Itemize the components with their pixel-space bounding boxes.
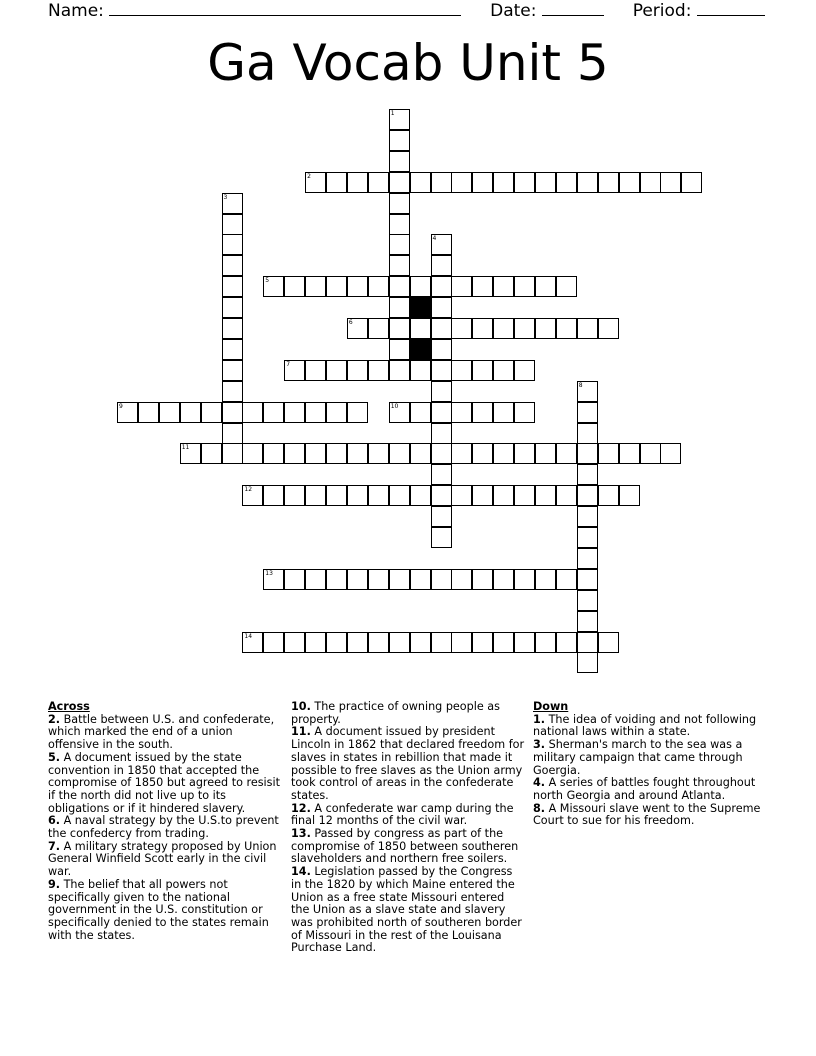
crossword-cell[interactable] (263, 632, 284, 653)
crossword-cell[interactable] (263, 443, 284, 464)
crossword-cell[interactable] (556, 172, 577, 193)
crossword-cell[interactable] (577, 402, 598, 423)
crossword-cell[interactable] (577, 569, 598, 590)
crossword-cell[interactable] (640, 443, 661, 464)
down-clue (533, 714, 767, 739)
crossword-cell[interactable] (556, 318, 577, 339)
crossword-cell[interactable] (640, 172, 661, 193)
clue-number: 2. (48, 712, 61, 726)
crossword-cell[interactable] (222, 255, 243, 276)
crossword-cell[interactable] (556, 443, 577, 464)
crossword-cell[interactable] (493, 632, 514, 653)
crossword-cell[interactable] (222, 339, 243, 360)
clue-text: Battle between U.S. and confederate, which marked the end of a union offensive in the south. (48, 712, 275, 752)
clue-number: 13. (291, 827, 311, 841)
crossword-cell[interactable] (284, 443, 305, 464)
clues-column-1 (48, 701, 282, 942)
clue-number-label: 12 (244, 486, 253, 494)
crossword-cell[interactable] (514, 569, 535, 590)
crossword-cell[interactable] (222, 276, 243, 297)
crossword-cell[interactable] (305, 276, 326, 297)
crossword-cell[interactable] (535, 485, 556, 506)
crossword-cell[interactable] (493, 360, 514, 381)
clue-number-label: 14 (244, 632, 253, 640)
crossword-cell[interactable] (389, 172, 410, 193)
crossword-cell[interactable] (222, 402, 243, 423)
crossword-cell[interactable] (431, 360, 452, 381)
crossword-cell[interactable] (660, 443, 681, 464)
clue-text: Sherman's march to the sea was a military campaign that came through Goergia. (533, 738, 743, 777)
crossword-cell[interactable] (222, 360, 243, 381)
name-blank-field[interactable] (109, 0, 461, 16)
crossword-cell[interactable] (368, 485, 389, 506)
crossword-cell[interactable] (535, 632, 556, 653)
crossword-cell[interactable] (577, 443, 598, 464)
crossword-cell[interactable] (431, 172, 452, 193)
across-clue (291, 701, 525, 726)
crossword-cell[interactable] (431, 402, 452, 423)
crossword-cell[interactable] (472, 632, 493, 653)
crossword-cell[interactable] (410, 443, 431, 464)
crossword-cell[interactable] (389, 360, 410, 381)
clue-number: 3. (533, 738, 546, 752)
clue-number: 6. (48, 814, 61, 828)
page-title: Ga Vocab Unit 5 (207, 34, 609, 92)
crossword-cell[interactable] (389, 109, 410, 130)
clue-number: 9. (48, 877, 61, 891)
crossword-cell[interactable] (222, 318, 243, 339)
crossword-cell[interactable] (431, 569, 452, 590)
clue-number-label: 10 (390, 402, 399, 410)
crossword-cell[interactable] (535, 318, 556, 339)
crossword-cell[interactable] (222, 193, 243, 214)
crossword-cell[interactable] (242, 632, 263, 653)
crossword-cell[interactable] (577, 464, 598, 485)
crossword-cell[interactable] (284, 569, 305, 590)
crossword-cell[interactable] (222, 297, 243, 318)
crossword-cell[interactable] (472, 443, 493, 464)
clue-text: Legislation passed by the Congress in the 1820 by which Maine entered the Union as a free state Missouri entered the Union as a slave state and slavery was prohibited north of southeren border of Missouri in the rest of the Louisana Purchase Land. (291, 865, 522, 955)
crossword-cell[interactable] (431, 234, 452, 255)
crossword-cell[interactable] (410, 402, 431, 423)
down-clue (533, 803, 767, 828)
across-clue (291, 866, 525, 955)
crossword-cell[interactable] (284, 485, 305, 506)
crossword-cell[interactable] (431, 527, 452, 548)
crossword-cell[interactable] (389, 632, 410, 653)
clue-text: The idea of voiding and not following national laws within a state. (533, 712, 757, 739)
crossword-cell[interactable] (451, 402, 472, 423)
period-blank-field[interactable] (697, 0, 765, 16)
crossword-cell[interactable] (410, 172, 431, 193)
clue-text: A military strategy proposed by Union General Winfield Scott early in the civil war. (48, 839, 277, 879)
across-clue (48, 815, 282, 840)
crossword-cell[interactable] (326, 485, 347, 506)
crossword-cell[interactable] (431, 297, 452, 318)
crossword-cell[interactable] (493, 485, 514, 506)
clue-number: 14. (291, 865, 311, 879)
clue-text: Passed by congress as part of the compromise of 1850 between southeren slaveholders and northern free soilers. (291, 827, 519, 866)
crossword-cell[interactable] (284, 632, 305, 653)
clue-text: A confederate war camp during the final 12 months of the civil war. (291, 801, 514, 828)
clue-number: 4. (533, 776, 546, 790)
crossword-cell[interactable] (577, 506, 598, 527)
crossword-cell[interactable] (326, 360, 347, 381)
crossword-cell[interactable] (577, 632, 598, 653)
crossword-cell[interactable] (263, 276, 284, 297)
crossword-cell[interactable] (514, 318, 535, 339)
crossword-cell[interactable] (598, 632, 619, 653)
crossword-cell[interactable] (493, 276, 514, 297)
crossword-cell[interactable] (222, 234, 243, 255)
crossword-cell[interactable] (514, 276, 535, 297)
across-clue (48, 714, 282, 752)
crossword-cell[interactable] (305, 632, 326, 653)
crossword-cell[interactable] (326, 276, 347, 297)
crossword-cell[interactable] (472, 360, 493, 381)
crossword-cell[interactable] (389, 485, 410, 506)
crossword-cell[interactable] (389, 318, 410, 339)
crossword-cell[interactable] (389, 234, 410, 255)
crossword-cell[interactable] (451, 318, 472, 339)
crossword-cell[interactable] (431, 423, 452, 444)
crossword-cell[interactable] (577, 548, 598, 569)
crossword-cell[interactable] (222, 443, 243, 464)
crossword-cell[interactable] (660, 172, 681, 193)
crossword-cell[interactable] (368, 632, 389, 653)
crossword-cell[interactable] (180, 402, 201, 423)
across-heading: Across (48, 700, 90, 713)
crossword-cell[interactable] (535, 276, 556, 297)
crossword-cell[interactable] (305, 402, 326, 423)
clue-number: 11. (291, 725, 311, 739)
across-clue (291, 803, 525, 828)
name-label: Name: (48, 1, 104, 21)
crossword-cell[interactable] (431, 381, 452, 402)
crossword-cell[interactable] (556, 569, 577, 590)
crossword-cell[interactable] (514, 485, 535, 506)
crossword-cell[interactable] (242, 443, 263, 464)
crossword-cell[interactable] (368, 172, 389, 193)
crossword-cell[interactable] (535, 569, 556, 590)
crossword-cell[interactable] (389, 151, 410, 172)
crossword-cell[interactable] (222, 214, 243, 235)
down-clue (533, 739, 767, 777)
crossword-cell[interactable] (117, 402, 138, 423)
crossword-cell[interactable] (347, 632, 368, 653)
crossword-cell[interactable] (472, 172, 493, 193)
down-heading: Down (533, 700, 569, 713)
clue-text: The practice of owning people as property. (291, 700, 500, 726)
crossword-cell[interactable] (347, 318, 368, 339)
crossword-cell[interactable] (493, 172, 514, 193)
crossword-cell[interactable] (180, 443, 201, 464)
crossword-cell[interactable] (389, 255, 410, 276)
crossword-cell[interactable] (368, 443, 389, 464)
clue-number: 1. (533, 712, 546, 726)
clue-number-label: 9 (119, 402, 123, 410)
crossword-cell[interactable] (577, 485, 598, 506)
crossword-cell[interactable] (577, 172, 598, 193)
crossword-cell[interactable] (368, 318, 389, 339)
crossword-cell[interactable] (493, 443, 514, 464)
crossword-cell[interactable] (222, 381, 243, 402)
crossword-cell[interactable] (284, 276, 305, 297)
clue-number-label: 6 (348, 319, 353, 326)
clue-number: 5. (48, 750, 61, 764)
crossword-cell[interactable] (451, 276, 472, 297)
clue-number-label: 2 (307, 172, 311, 180)
down-clue (533, 777, 767, 802)
black-cell (410, 297, 431, 318)
crossword-cell[interactable] (556, 276, 577, 297)
crossword-cell[interactable] (431, 443, 452, 464)
crossword-cell[interactable] (242, 485, 263, 506)
crossword-cell[interactable] (431, 276, 452, 297)
clue-number-label: 7 (286, 360, 291, 368)
crossword-cell[interactable] (451, 172, 472, 193)
crossword-cell[interactable] (368, 360, 389, 381)
crossword-cell[interactable] (389, 569, 410, 590)
crossword-cell[interactable] (222, 423, 243, 444)
across-clue (48, 879, 282, 943)
clue-number-label: 5 (265, 277, 270, 285)
clue-text: A series of battles fought throughout north Georgia and around Atlanta. (533, 776, 756, 802)
clue-number: 8. (533, 801, 546, 815)
crossword-cell[interactable] (577, 527, 598, 548)
crossword-cell[interactable] (619, 172, 640, 193)
crossword-cell[interactable] (305, 569, 326, 590)
crossword-cell[interactable] (619, 443, 640, 464)
clue-text: A Missouri slave went to the Supreme Court to sue for his freedom. (533, 801, 761, 828)
crossword-cell[interactable] (577, 611, 598, 632)
crossword-cell[interactable] (472, 569, 493, 590)
crossword-cell[interactable] (347, 485, 368, 506)
clue-text: The belief that all powers not specifically given to the national government in the U.S. constitution or specifically denied to the states remain with the states. (48, 877, 269, 942)
crossword-cell[interactable] (472, 318, 493, 339)
crossword-cell[interactable] (389, 339, 410, 360)
crossword-cell[interactable] (326, 402, 347, 423)
crossword-cell[interactable] (263, 569, 284, 590)
crossword-cell[interactable] (493, 402, 514, 423)
crossword-cell[interactable] (242, 402, 263, 423)
crossword-cell[interactable] (472, 485, 493, 506)
clue-text: A document issued by president Lincoln in 1862 that declared freedom for slaves in states in rebillion that made it possible to free slaves as the Union army took control of areas in the confederate states. (291, 725, 525, 802)
clue-number-label: 8 (578, 381, 583, 389)
crossword-cell[interactable] (410, 569, 431, 590)
crossword-cell[interactable] (451, 360, 472, 381)
crossword-cell[interactable] (514, 443, 535, 464)
crossword-cell[interactable] (263, 402, 284, 423)
clue-number-label: 3 (223, 193, 228, 201)
crossword-cell[interactable] (389, 193, 410, 214)
crossword-cell[interactable] (577, 590, 598, 611)
crossword-cell[interactable] (326, 569, 347, 590)
crossword-cell[interactable] (347, 276, 368, 297)
crossword-cell[interactable] (326, 443, 347, 464)
crossword-cell[interactable] (201, 443, 222, 464)
clue-text: A document issued by the state convention in 1850 that accepted the compromise of 1850 but agreed to resisit if the north did not live up to its obligations or if it hindered slavery. (48, 750, 280, 815)
crossword-cell[interactable] (305, 485, 326, 506)
crossword-cell[interactable] (410, 276, 431, 297)
clue-number: 10. (291, 700, 311, 713)
crossword-cell[interactable] (598, 172, 619, 193)
crossword-cell[interactable] (431, 464, 452, 485)
across-clue (291, 726, 525, 802)
crossword-cell[interactable] (681, 172, 702, 193)
crossword-cell[interactable] (410, 360, 431, 381)
crossword-cell[interactable] (577, 318, 598, 339)
crossword-cell[interactable] (598, 318, 619, 339)
crossword-cell[interactable] (347, 443, 368, 464)
student-info-header (48, 0, 768, 22)
clues-column-2 (291, 701, 525, 955)
crossword-cell[interactable] (451, 569, 472, 590)
crossword-cell[interactable] (431, 318, 452, 339)
crossword-cell[interactable] (284, 360, 305, 381)
crossword-cell[interactable] (577, 381, 598, 402)
clue-number-label: 4 (432, 235, 437, 243)
crossword-cell[interactable] (431, 632, 452, 653)
crossword-cell[interactable] (451, 632, 472, 653)
clue-number-label: 11 (181, 444, 190, 452)
crossword-cell[interactable] (431, 339, 452, 360)
crossword-cell[interactable] (201, 402, 222, 423)
crossword-cell[interactable] (577, 652, 598, 673)
crossword-cell[interactable] (389, 402, 410, 423)
clues-column-3 (533, 701, 767, 828)
crossword-cell[interactable] (535, 443, 556, 464)
crossword-cell[interactable] (326, 632, 347, 653)
crossword-cell[interactable] (493, 318, 514, 339)
crossword-cell[interactable] (410, 318, 431, 339)
date-blank-field[interactable] (542, 0, 604, 16)
crossword-cell[interactable] (431, 255, 452, 276)
crossword-cell[interactable] (368, 276, 389, 297)
crossword-cell[interactable] (389, 214, 410, 235)
crossword-cell[interactable] (493, 569, 514, 590)
crossword-cell[interactable] (451, 443, 472, 464)
crossword-cell[interactable] (389, 297, 410, 318)
crossword-cell[interactable] (619, 485, 640, 506)
crossword-cell[interactable] (410, 632, 431, 653)
crossword-cell[interactable] (389, 130, 410, 151)
crossword-cell[interactable] (389, 276, 410, 297)
crossword-cell[interactable] (389, 443, 410, 464)
crossword-cell[interactable] (347, 569, 368, 590)
crossword-cell[interactable] (326, 172, 347, 193)
crossword-cell[interactable] (514, 360, 535, 381)
crossword-cell[interactable] (431, 506, 452, 527)
black-cell (410, 339, 431, 360)
crossword-cell[interactable] (347, 402, 368, 423)
crossword-cell[interactable] (410, 485, 431, 506)
period-label: Period: (632, 1, 692, 21)
date-label: Date: (490, 1, 537, 21)
crossword-cell[interactable] (577, 423, 598, 444)
crossword-cell[interactable] (431, 485, 452, 506)
crossword-cell[interactable] (138, 402, 159, 423)
crossword-cell[interactable] (472, 276, 493, 297)
crossword-cell[interactable] (472, 402, 493, 423)
crossword-cell[interactable] (451, 485, 472, 506)
crossword-cell[interactable] (347, 172, 368, 193)
clue-number: 7. (48, 839, 61, 853)
clue-number-label: 1 (390, 110, 395, 117)
crossword-cell[interactable] (535, 172, 556, 193)
crossword-cell[interactable] (598, 485, 619, 506)
crossword-cell[interactable] (305, 443, 326, 464)
crossword-cell[interactable] (556, 632, 577, 653)
crossword-cell[interactable] (514, 172, 535, 193)
across-clue (48, 841, 282, 879)
crossword-cell[interactable] (305, 172, 326, 193)
clue-number: 12. (291, 801, 311, 815)
crossword-cell[interactable] (514, 402, 535, 423)
crossword-cell[interactable] (305, 360, 326, 381)
crossword-cell[interactable] (514, 632, 535, 653)
clue-text: A naval strategy by the U.S.to prevent the confedercy from trading. (48, 814, 279, 841)
crossword-cell[interactable] (368, 569, 389, 590)
across-clue (291, 828, 525, 866)
crossword-cell[interactable] (263, 485, 284, 506)
across-clue (48, 752, 282, 816)
crossword-cell[interactable] (556, 485, 577, 506)
crossword-cell[interactable] (347, 360, 368, 381)
crossword-cell[interactable] (159, 402, 180, 423)
clue-number-label: 13 (265, 569, 273, 577)
crossword-cell[interactable] (284, 402, 305, 423)
crossword-cell[interactable] (598, 443, 619, 464)
